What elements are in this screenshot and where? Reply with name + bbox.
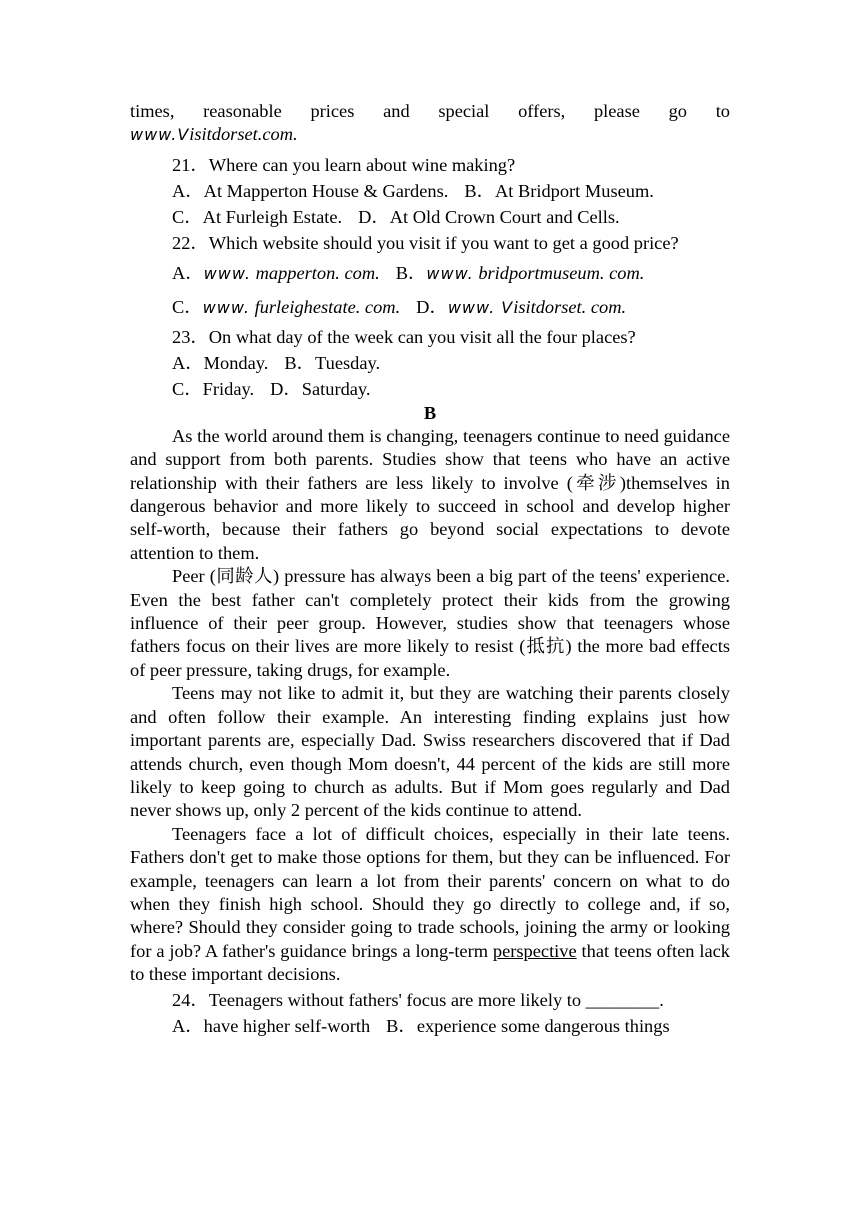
- option-c-label: C．: [172, 296, 203, 317]
- option-c: furleighestate. com.: [250, 296, 401, 317]
- option-b: B．At Bridport Museum.: [464, 180, 654, 201]
- question-23-options-ab: [130, 350, 730, 376]
- option-a: A．Monday.: [172, 352, 269, 373]
- underlined-word: perspective: [492, 940, 577, 961]
- passage-paragraph-2: Peer (同龄人) pressure has always been a big part of the teens' experience. Even the best father can't completely protect their kids from the growing influence of their peer group. However, studies show that teenagers whose fathers focus on their lives are more likely to resist (抵抗) the more bad effects of peer pressure, taking drugs, for example.: [130, 566, 730, 680]
- question-23: [130, 324, 730, 402]
- option-d-label: D．: [416, 296, 448, 317]
- option-a: A．have higher self-worth: [172, 1015, 371, 1036]
- document-page: [130, 100, 730, 1039]
- question-24-text: 24．Teenagers without fathers' focus are more likely to ________.: [172, 989, 664, 1010]
- intro-url: www.Visitdorset.com.: [130, 124, 298, 145]
- option-b: B．experience some dangerous things: [386, 1015, 670, 1036]
- question-24-options-ab: [130, 1013, 730, 1039]
- option-c: C．At Furleigh Estate.: [172, 206, 343, 227]
- option-c: C．Friday.: [172, 378, 255, 399]
- question-23-text: 23．On what day of the week can you visit all the four places?: [172, 326, 636, 347]
- question-22-options-cd: C．www. furleighestate. com. D．www. Visitdorset. com.: [172, 296, 627, 317]
- section-b-heading: B: [423, 402, 437, 423]
- option-b-label: B．: [395, 262, 427, 283]
- option-d: isitdorset. com.: [513, 296, 627, 317]
- option-b: B．Tuesday.: [284, 352, 381, 373]
- intro-line: times, reasonable prices and special offers, please go to: [130, 101, 730, 121]
- option-d: D．At Old Crown Court and Cells.: [358, 206, 620, 227]
- option-a: mapperton. com.: [251, 262, 380, 283]
- question-22-text: 22．Which website should you visit if you want to get a good price?: [172, 232, 679, 253]
- passage-paragraph-3: Teens may not like to admit it, but they are watching their parents closely and often follow their example. An interesting finding explains just how important parents are, especially Dad. Swiss researchers discovered that if Dad attends church, even though Mom doesn't, 44 percent of the kids are still more likely to keep going to church as adults. But if Mom goes regularly and Dad never shows up, only 2 percent of the kids continue to attend.: [130, 683, 730, 821]
- question-21-options-ab: [130, 178, 730, 204]
- question-22-options-ab: A．www. mapperton. com. B．www. bridportmuseum. com.: [172, 262, 645, 283]
- question-21-options-cd: [130, 204, 730, 230]
- question-21: [130, 152, 730, 230]
- question-22: [130, 230, 730, 324]
- option-b: bridportmuseum. com.: [473, 262, 645, 283]
- question-24: [130, 987, 730, 1039]
- option-a-label: A．: [172, 262, 204, 283]
- question-21-text: 21．Where can you learn about wine making?: [172, 154, 516, 175]
- question-23-options-cd: [130, 376, 730, 402]
- option-a: A．At Mapperton House & Gardens.: [172, 180, 449, 201]
- option-d: D．Saturday.: [270, 378, 371, 399]
- passage-paragraph-4: Teenagers face a lot of difficult choices, especially in their late teens. Fathers don't get to make those options for them, but they can be influenced. For example, teenagers can learn a lot from their parents' concern on what to do when they finish high school. Should they go directly to college and, if so, where? Should they consider going to trade schools, joining the army or looking for a job? A father's guidance brings a long-term perspective that teens often lack to these important decisions.: [130, 823, 730, 985]
- passage-paragraph-1: As the world around them is changing, teenagers continue to need guidance and support from both parents. Studies show that teens who have an active relationship with their fathers are less likely to involve (牵涉)themselves in dangerous behavior and more likely to succeed in school and develop higher self-worth, because their fathers go beyond social expectations to devote attention to them.: [130, 425, 730, 563]
